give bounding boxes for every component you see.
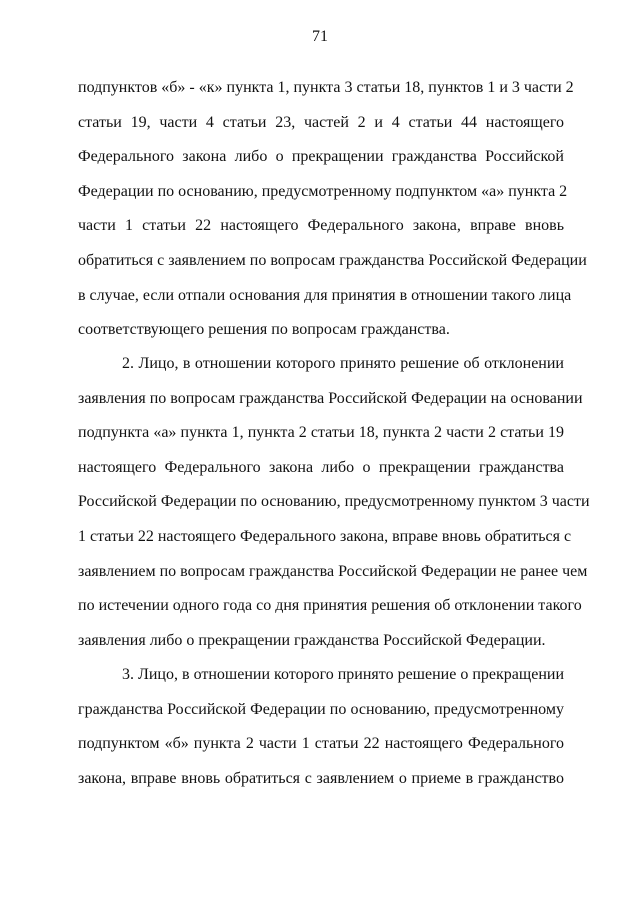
paragraph-2 xyxy=(78,347,590,658)
text-line: по истечении одного года со дня принятия решения об отклонении такого xyxy=(78,597,582,615)
text-line: заявления либо о прекращении гражданства Российской Федерации. xyxy=(78,631,546,649)
text-line: Федерации по основанию, предусмотренному подпунктом «а» пункта 2 xyxy=(78,182,568,200)
text-line: 3. Лицо, в отношении которого принято решение о прекращении xyxy=(122,666,564,683)
text-line: части 1 статьи 22 настоящего Федерального закона, вправе вновь xyxy=(78,217,564,235)
text-line: в случае, если отпали основания для принятия в отношении такого лица xyxy=(78,286,572,304)
text-line: 1 статьи 22 настоящего Федерального закона, вправе вновь обратиться с xyxy=(78,527,572,545)
text-line: настоящего Федерального закона либо о прекращении гражданства xyxy=(78,458,564,476)
text-line: закона, вправе вновь обратиться с заявлением о приеме в гражданство xyxy=(78,769,564,787)
text-line: подпункта «а» пункта 1, пункта 2 статьи 18, пункта 2 части 2 статьи 19 xyxy=(78,424,564,442)
text-line: 2. Лицо, в отношении которого принято решение об отклонении xyxy=(122,355,564,372)
text-line: заявления по вопросам гражданства Российской Федерации на основании xyxy=(78,389,583,407)
text-line: гражданства Российской Федерации по основанию, предусмотренному xyxy=(78,700,564,718)
text-line: Федерального закона либо о прекращении гражданства Российской xyxy=(78,148,564,166)
text-line: соответствующего решения по вопросам гражданства. xyxy=(78,321,450,339)
text-line: статьи 19, части 4 статьи 23, частей 2 и 4 статьи 44 настоящего xyxy=(78,113,564,131)
text-line: заявлением по вопросам гражданства Российской Федерации не ранее чем xyxy=(78,562,588,580)
page-number: 71 xyxy=(312,28,328,45)
text-line: подпунктом «б» пункта 2 части 1 статьи 22 настоящего Федерального xyxy=(78,735,564,753)
text-line: обратиться с заявлением по вопросам гражданства Российской Федерации xyxy=(78,251,587,269)
paragraph-1 xyxy=(78,71,587,348)
text-line: Российской Федерации по основанию, предусмотренному пунктом 3 части xyxy=(78,493,590,511)
text-line: подпунктов «б» - «к» пункта 1, пункта 3 статьи 18, пунктов 1 и 3 части 2 xyxy=(78,79,574,96)
paragraph-3 xyxy=(78,658,564,796)
